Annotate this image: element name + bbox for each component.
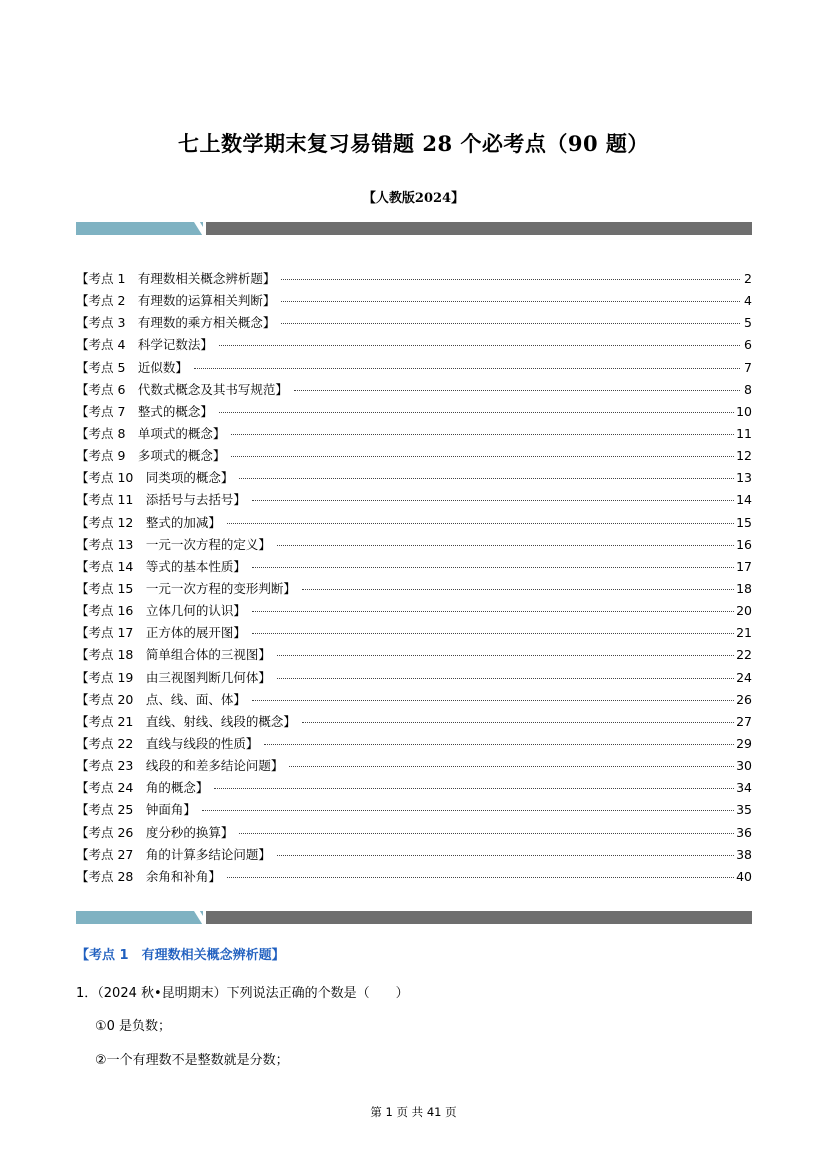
toc-entry[interactable] <box>76 534 752 556</box>
toc-leader-dots <box>264 744 734 745</box>
toc-entry-page: 6 <box>744 337 752 353</box>
toc-entry[interactable] <box>76 312 752 334</box>
page-footer: 第 1 页 共 41 页 <box>370 1105 457 1119</box>
toc-entry-page: 13 <box>736 470 752 486</box>
toc-entry-page: 36 <box>736 824 752 840</box>
toc-leader-dots <box>252 633 734 634</box>
toc-entry[interactable] <box>76 423 752 445</box>
toc-leader-dots <box>302 722 734 723</box>
toc-entry[interactable] <box>76 799 752 821</box>
toc-leader-dots <box>214 788 734 789</box>
toc-entry-page: 10 <box>736 403 752 419</box>
toc-entry[interactable] <box>76 379 752 401</box>
toc-entry-label: 【考点 12 整式的加减】 <box>76 514 221 530</box>
toc-entry[interactable] <box>76 844 752 866</box>
toc-entry-page: 27 <box>736 713 752 729</box>
toc-leader-dots <box>277 545 734 546</box>
toc-leader-dots <box>252 500 734 501</box>
toc-leader-dots <box>219 345 740 346</box>
toc-entry-page: 12 <box>736 448 752 464</box>
toc-entry-page: 18 <box>736 580 752 596</box>
toc-entry-page: 17 <box>736 558 752 574</box>
toc-entry[interactable] <box>76 755 752 777</box>
toc-leader-dots <box>227 877 734 878</box>
toc-entry-label: 【考点 18 简单组合体的三视图】 <box>76 647 271 663</box>
toc-entry[interactable] <box>76 866 752 888</box>
toc-entry[interactable] <box>76 822 752 844</box>
toc-entry[interactable] <box>76 290 752 312</box>
toc-entry-label: 【考点 13 一元一次方程的定义】 <box>76 536 271 552</box>
toc-leader-dots <box>277 855 734 856</box>
toc-leader-dots <box>252 700 734 701</box>
toc-entry-label: 【考点 8 单项式的概念】 <box>76 425 226 441</box>
table-of-contents <box>76 268 752 888</box>
toc-leader-dots <box>194 368 740 369</box>
toc-entry[interactable] <box>76 600 752 622</box>
toc-entry-page: 15 <box>736 514 752 530</box>
toc-leader-dots <box>281 279 740 280</box>
toc-leader-dots <box>294 390 740 391</box>
toc-entry-label: 【考点 27 角的计算多结论问题】 <box>76 846 271 862</box>
toc-entry[interactable] <box>76 689 752 711</box>
toc-entry[interactable] <box>76 733 752 755</box>
toc-entry[interactable] <box>76 667 752 689</box>
toc-entry-page: 40 <box>736 868 752 884</box>
toc-entry-label: 【考点 20 点、线、面、体】 <box>76 691 246 707</box>
toc-entry[interactable] <box>76 711 752 733</box>
toc-entry-page: 21 <box>736 625 752 641</box>
toc-entry-label: 【考点 15 一元一次方程的变形判断】 <box>76 580 296 596</box>
toc-entry[interactable] <box>76 467 752 489</box>
toc-entry-label: 【考点 3 有理数的乘方相关概念】 <box>76 315 276 331</box>
toc-entry-page: 16 <box>736 536 752 552</box>
toc-entry-label: 【考点 19 由三视图判断几何体】 <box>76 669 271 685</box>
toc-entry-page: 8 <box>744 381 752 397</box>
toc-entry-page: 24 <box>736 669 752 685</box>
toc-entry[interactable] <box>76 445 752 467</box>
toc-leader-dots <box>277 655 734 656</box>
toc-entry-page: 26 <box>736 691 752 707</box>
toc-entry-label: 【考点 1 有理数相关概念辨析题】 <box>76 271 276 286</box>
toc-entry-page: 34 <box>736 780 752 796</box>
toc-entry[interactable] <box>76 512 752 534</box>
toc-leader-dots <box>219 412 734 413</box>
header-divider-band <box>76 222 752 235</box>
toc-leader-dots <box>231 456 734 457</box>
question-1-statement-1: ①0 是负数； <box>95 1019 172 1034</box>
toc-entry-label: 【考点 26 度分秒的换算】 <box>76 824 234 840</box>
toc-entry-page: 4 <box>744 293 752 309</box>
toc-entry[interactable] <box>76 622 752 644</box>
toc-entry-page: 29 <box>736 735 752 751</box>
toc-entry-label: 【考点 11 添括号与去括号】 <box>76 492 246 508</box>
toc-entry[interactable] <box>76 556 752 578</box>
toc-entry-label: 【考点 2 有理数的运算相关判断】 <box>76 293 276 309</box>
toc-entry-label: 【考点 17 正方体的展开图】 <box>76 625 246 641</box>
toc-entry-label: 【考点 22 直线与线段的性质】 <box>76 735 259 751</box>
toc-entry[interactable] <box>76 401 752 423</box>
toc-entry-label: 【考点 24 角的概念】 <box>76 780 209 796</box>
toc-entry[interactable] <box>76 644 752 666</box>
section-divider-band <box>76 911 752 924</box>
toc-entry-page: 14 <box>736 492 752 508</box>
toc-entry-label: 【考点 16 立体几何的认识】 <box>76 603 246 619</box>
toc-leader-dots <box>277 678 734 679</box>
question-1: 1．（2024 秋•昆明期末）下列说法正确的个数是（ ） <box>76 986 409 1001</box>
toc-entry-page: 38 <box>736 846 752 862</box>
toc-entry-label: 【考点 25 钟面角】 <box>76 802 196 818</box>
toc-leader-dots <box>227 523 734 524</box>
toc-leader-dots <box>302 589 734 590</box>
toc-entry[interactable] <box>76 334 752 356</box>
toc-entry-label: 【考点 28 余角和补角】 <box>76 868 221 884</box>
toc-entry[interactable] <box>76 357 752 379</box>
toc-leader-dots <box>239 833 734 834</box>
toc-leader-dots <box>202 810 734 811</box>
section-heading: 【考点 1 有理数相关概念辨析题】 <box>76 948 285 963</box>
toc-leader-dots <box>252 611 734 612</box>
toc-entry-label: 【考点 9 多项式的概念】 <box>76 448 226 464</box>
toc-entry-label: 【考点 23 线段的和差多结论问题】 <box>76 758 284 774</box>
toc-leader-dots <box>239 478 734 479</box>
toc-entry-label: 【考点 21 直线、射线、线段的概念】 <box>76 713 296 729</box>
toc-entry[interactable] <box>76 489 752 511</box>
toc-entry-label: 【考点 4 科学记数法】 <box>76 337 213 353</box>
toc-entry[interactable] <box>76 578 752 600</box>
toc-leader-dots <box>281 323 740 324</box>
toc-entry-label: 【考点 7 整式的概念】 <box>76 403 213 419</box>
toc-entry-page: 5 <box>744 315 752 331</box>
toc-entry-page: 2 <box>744 271 752 286</box>
toc-entry-label: 【考点 6 代数式概念及其书写规范】 <box>76 381 288 397</box>
toc-entry-page: 30 <box>736 758 752 774</box>
toc-entry[interactable] <box>76 268 752 290</box>
toc-entry-page: 35 <box>736 802 752 818</box>
toc-entry-page: 11 <box>736 425 752 441</box>
toc-entry-label: 【考点 10 同类项的概念】 <box>76 470 234 486</box>
toc-entry-page: 7 <box>744 359 752 375</box>
toc-entry-label: 【考点 5 近似数】 <box>76 359 188 375</box>
toc-entry-page: 22 <box>736 647 752 663</box>
toc-entry[interactable] <box>76 777 752 799</box>
toc-leader-dots <box>252 567 734 568</box>
question-1-statement-2: ②一个有理数不是整数就是分数； <box>95 1053 289 1068</box>
toc-leader-dots <box>231 434 734 435</box>
document-title: 七上数学期末复习易错题 28 个必考点（90 题） <box>178 131 649 156</box>
toc-leader-dots <box>289 766 734 767</box>
document-subtitle: 【人教版2024】 <box>362 191 465 206</box>
toc-leader-dots <box>281 301 740 302</box>
toc-entry-page: 20 <box>736 603 752 619</box>
toc-entry-label: 【考点 14 等式的基本性质】 <box>76 558 246 574</box>
